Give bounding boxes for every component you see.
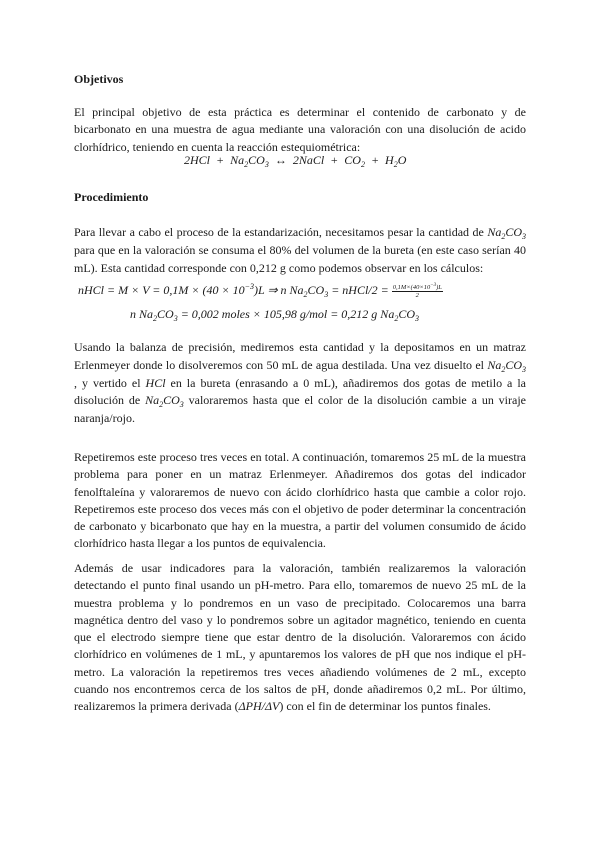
paragraph-phmetro: Además de usar indicadores para la valoración, también realizaremos la valoración detectando el punto final usando un pH-metro. Para ello, tomaremos de nuevo 25 mL de la muestra problema y lo pondremos en un vaso de precipitado. Colocaremos una barra magnética dentro del vaso y lo pondremos sobre un agitador magnético, teniendo en cuenta que el electrodo siempre tiene que estar dentro de la disolución. Valoraremos con ácido clorhídrico en volúmenes de 1 mL, y apuntaremos los valores de pH que nos indique el pH-metro. La valoración la repetiremos tres veces añadiendo volúmenes de 2 mL, excepto cuando nos encontremos cerca de los saltos de pH, donde añadiremos 0,2 mL. Por último, realizaremos la primera derivada (ΔPH/ΔV) con el fin de determinar los puntos finales. — [74, 561, 526, 714]
paragraph-disolucion: Usando la balanza de precisión, mediremos esta cantidad y la depositamos en un matraz Erlenmeyer donde lo disolveremos con 50 mL de agua destilada. Una vez disuelto el $Na_2CO_3$ , y vertido el HCl en la bureta (enrasando a 0 mL), añadiremos dos gotas de metilo a la disolución de $Na_2CO_3$ valoraremos hasta que el color de la disolución cambie a un viraje naranja/rojo. — [74, 340, 526, 426]
paragraph-estandarizacion: Para llevar a cabo el proceso de la estandarización, necesitamos pesar la cantidad de $Na_2CO_3$ para que en la valoración se consuma el 80% del volumen de la bureta (en este caso serían 40 mL). Esta cantidad corresponde con 0,212 g como podemos observar en los cálculos: — [74, 225, 526, 275]
equation-moles-hcl: nHCl = $M \times V = 0,1M \times (40 \times 10^{-3})L$ ⇒ n $Na_2CO_3$ = nHCl/2 = $\frac{0,1M\times(40\times 10^{-3})L}{2}$ — [78, 282, 442, 299]
equation-fraction: $\frac{0,1M\times(40\times 10^{-3})L}{2}$ — [392, 282, 442, 299]
heading-procedimiento: Procedimiento — [74, 190, 149, 204]
paragraph-repeticiones: Repetiremos este proceso tres veces en total. A continuación, tomaremos 25 mL de la muestra problema para poner en un matraz Erlenmeyer. Añadiremos dos gotas del indicador fenolftaleína y valoraremos de nuevo con ácido clorhídrico hasta que cambie a color rojo. Repetiremos este proceso dos veces más con el objetivo de poder determinar la concentración de carbonato y bicarbonato que hay en la muestra, a partir del volumen consumido de ácido clorhídrico hasta llegar a los puntos de equivalencia. — [74, 450, 526, 551]
reaction-equation: $2HCl + Na_2CO_3$ ↔ 2NaCl + $CO_2 + H_2O$ — [184, 153, 407, 169]
heading-objetivos: Objetivos — [74, 72, 124, 86]
equation-mass-na2co3: n $Na_2CO_3 = 0,002$ moles × 105,98 g/mol = 0,212 g $Na_2CO_3$ — [130, 307, 419, 323]
paragraph-objetivos: El principal objetivo de esta práctica es determinar el contenido de carbonato y de bicarbonato en una muestra de agua mediante una valoración con una disolución de acido clorhídrico, teniendo en cuenta la reacción estequiométrica: — [74, 105, 526, 154]
